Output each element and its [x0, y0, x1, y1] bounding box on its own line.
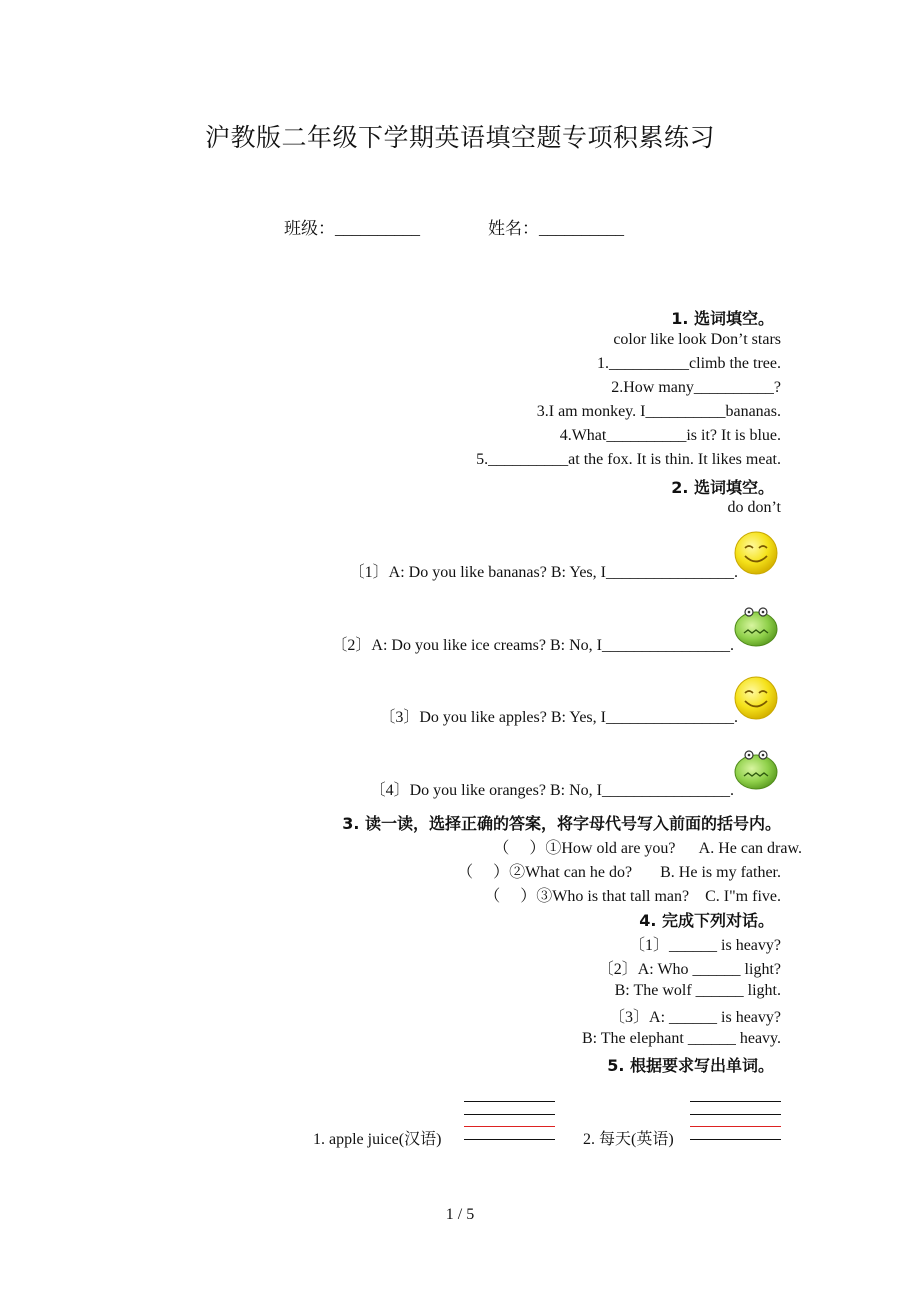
class-blank: __________ — [335, 219, 420, 238]
q3-item-3: （ ）③Who is that tall man? C. I"m five. — [484, 888, 781, 905]
q1-item-5: 5.__________at the fox. It is thin. It likes meat. — [476, 451, 781, 468]
q3-title: 读一读，选择正确的答案，将字母代号写入前面的括号内。 — [364, 814, 781, 833]
disgusted-face-icon — [734, 746, 778, 790]
writing-line — [690, 1114, 781, 1115]
q1-item-1: 1.__________climb the tree. — [597, 355, 781, 372]
q2-number: 2. — [671, 478, 689, 497]
q2-item-3: 〔3〕Do you like apples? B: Yes, I________________. — [379, 709, 738, 726]
q4-item-3: B: The wolf ______ light. — [614, 982, 781, 999]
q1-item-4: 4.What__________is it? It is blue. — [559, 427, 781, 444]
q2-title: 选词填空。 — [693, 478, 774, 497]
q4-title: 完成下列对话。 — [661, 911, 774, 930]
q5-title: 根据要求写出单词。 — [629, 1056, 774, 1075]
q1-heading — [671, 306, 774, 329]
q5-item-1: 1. apple juice(汉语) — [313, 1131, 442, 1148]
q2-item-4: 〔4〕Do you like oranges? B: No, I________________. — [369, 782, 734, 799]
q3-heading — [342, 811, 781, 834]
q4-heading — [639, 908, 774, 931]
page-title: 沪教版二年级下学期英语填空题专项积累练习 — [204, 123, 715, 152]
q5-item-2: 2. 每天(英语) — [583, 1131, 674, 1148]
q1-item-3: 3.I am monkey. I__________bananas. — [536, 403, 781, 420]
q2-word-bank: do don’t — [727, 499, 781, 516]
q4-item-1: 〔1〕______ is heavy? — [629, 937, 781, 954]
smiley-face-icon — [734, 531, 778, 575]
writing-line — [690, 1101, 781, 1102]
q3-item-2: （ ）②What can he do? B. He is my father. — [457, 864, 781, 881]
name-label: 姓名： — [488, 219, 539, 239]
q4-number: 4. — [639, 911, 657, 930]
writing-line — [464, 1139, 555, 1140]
q4-item-4: 〔3〕A: ______ is heavy? — [609, 1009, 781, 1026]
q1-word-bank: color like look Don’t stars — [613, 331, 781, 348]
class-label: 班级： — [284, 219, 335, 239]
q5-heading — [607, 1053, 774, 1076]
q4-item-2: 〔2〕A: Who ______ light? — [597, 961, 781, 978]
writing-line — [464, 1101, 555, 1102]
q1-title: 选词填空。 — [693, 309, 774, 328]
q2-heading — [671, 475, 774, 498]
q2-item-1: 〔1〕A: Do you like bananas? B: Yes, I________________. — [348, 564, 738, 581]
writing-line-red — [464, 1126, 555, 1127]
writing-line — [464, 1114, 555, 1115]
writing-line-red — [690, 1126, 781, 1127]
name-field — [488, 214, 624, 239]
disgusted-face-icon — [734, 603, 778, 647]
class-field — [284, 214, 420, 239]
page-number: 1 / 5 — [445, 1206, 475, 1223]
name-blank: __________ — [539, 219, 624, 238]
q3-number: 3. — [342, 814, 360, 833]
q3-item-1: （ ）①How old are you? A. He can draw. — [493, 840, 802, 857]
q4-item-5: B: The elephant ______ heavy. — [581, 1030, 781, 1047]
smiley-face-icon — [734, 676, 778, 720]
q5-number: 5. — [607, 1056, 625, 1075]
q1-item-2: 2.How many__________? — [611, 379, 781, 396]
q2-item-2: 〔2〕A: Do you like ice creams? B: No, I________________. — [331, 637, 734, 654]
q1-number: 1. — [671, 309, 689, 328]
writing-line — [690, 1139, 781, 1140]
